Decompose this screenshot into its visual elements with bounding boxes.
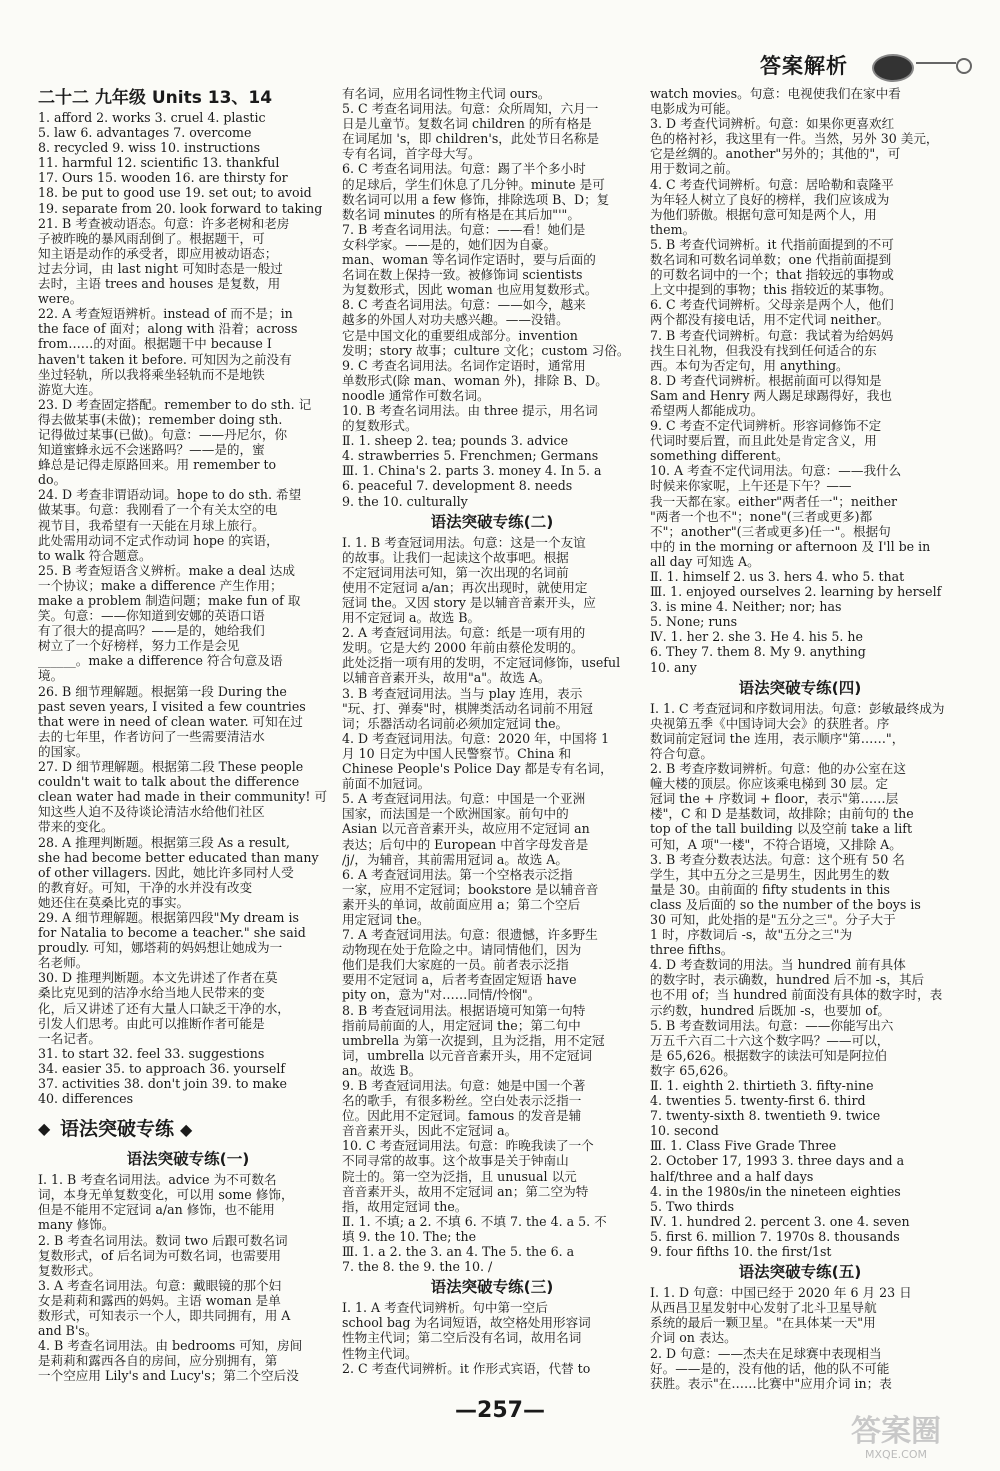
- answer-line: 7. twenty-sixth 8. twentieth 9. twice: [650, 1108, 881, 1124]
- answer-line: 17. Ours 15. wooden 16. are thirsty for: [38, 170, 288, 186]
- answer-line: from……的对面。根据题干中 because I: [38, 336, 272, 352]
- answer-line: 性物主代词；第二空后没有名词，故用名词: [342, 1330, 582, 1346]
- answer-line: clean water had made in their community! 可: [38, 789, 328, 805]
- answer-line: 冠词 the。又因 story 是以辅音音素开头，应: [342, 595, 596, 610]
- answer-line: 冠词 the + 序数词 + floor，表示"第……层: [650, 791, 899, 807]
- answer-line: for Natalia to become a teacher." she said: [38, 925, 306, 941]
- answer-line: pity on，意为"对……同情/怜悯"。: [342, 987, 541, 1003]
- answer-line: Ⅱ. 1. eighth 2. thirtieth 3. fifty-nine: [650, 1078, 874, 1093]
- answer-line: Ⅳ. 1. hundred 2. percent 3. one 4. seven: [650, 1213, 910, 1229]
- answer-line: 的国家。: [38, 743, 89, 759]
- answer-line: 他们是我们大家庭的一员。前者表示泛指: [342, 957, 569, 973]
- answer-line: 30 可知，此处指的是"五分之三"。分子大于: [650, 911, 896, 927]
- answer-line: 为复数形式，因此 woman 也应用复数形式。: [342, 282, 598, 298]
- answer-line: 18. be put to good use 19. set out; to avoid: [38, 185, 312, 201]
- answer-line: 化，后又讲述了还有大量人口缺乏干净的水，: [38, 1000, 290, 1016]
- answer-line: 有名词，应用名词性物主代词 ours。: [342, 86, 551, 101]
- answer-line: Ⅲ. 1. a 2. the 3. an 4. The 5. the 6. a: [342, 1244, 575, 1260]
- answer-line: 是莉莉和露西各自的房间，应分别拥有，第: [38, 1353, 278, 1369]
- answer-line: 知这些人迫不及待谈论清洁水给他们社区: [38, 804, 265, 820]
- answer-line: 4. C 考查代词辨析。句意：居哈勒和袁隆平: [650, 176, 894, 192]
- answer-line: 楼"，C 和 D 是基数词，故排除；由前句的 the: [650, 806, 914, 822]
- answer-line: 知主语是动作的承受者，即应用被动语态；: [38, 245, 278, 261]
- answer-line: 树立了一个好榜样，努力工作是会见: [38, 638, 240, 654]
- header-label: 答案解析: [760, 54, 848, 78]
- answer-line: 4. in the 1980s/in the nineteen eighties: [650, 1183, 901, 1199]
- answer-line: 40. differences: [38, 1091, 134, 1107]
- answer-line: 1 时，序数词后 -s，故"五分之三"为: [650, 927, 853, 943]
- answer-line: 希望两人都能成功。: [650, 402, 764, 418]
- answer-line: 她还住在莫桑比克的事实。: [38, 894, 190, 910]
- answer-line: 有了很大的提高吗？——是的，她给我们: [38, 623, 265, 639]
- answer-line: 名老师。: [38, 955, 89, 971]
- answer-line: 6. They 7. them 8. My 9. anything: [650, 644, 866, 660]
- answer-line: 得去做某事(未做)；remember doing sth.: [38, 411, 283, 427]
- answer-line: Ⅳ. 1. her 2. she 3. He 4. his 5. he: [650, 629, 863, 645]
- answer-line: make a problem 制造问题；make fun of 取: [38, 593, 301, 608]
- answer-line: 介词 on 表达。: [650, 1330, 737, 1346]
- answer-line: 2. D 句意：——杰夫在足球赛中表现相当: [650, 1345, 882, 1361]
- answer-line: 的可数名词中的一个；that 指较远的事物或: [650, 267, 894, 283]
- answer-line: Ⅰ. 1. A 考查代词辨析。句中第一空后: [342, 1300, 548, 1316]
- answer-line: 子被昨晚的暴风雨刮倒了。根据题干，可: [38, 230, 265, 246]
- answer-line: 23. D 考查固定搭配。remember to do sth. 记: [38, 396, 312, 412]
- answer-line: 2. A 考查冠词用法。句意：纸是一项有用的: [342, 625, 586, 641]
- answer-line: 专有名词，首字母大写。: [342, 146, 481, 162]
- page-number: —257—: [455, 1398, 545, 1423]
- answer-line: 用于数词之前。: [650, 161, 739, 177]
- header-emblem-icon: [872, 54, 914, 82]
- answer-line: 月 10 日定为中国人民警察节。China 和: [342, 745, 572, 761]
- answer-line: 坐过轻轨，所以我将乘坐轻轨而不是地铁: [38, 366, 265, 382]
- answer-line: 7. the 8. the 9. the 10. /: [342, 1259, 493, 1275]
- section-big-title: ◆ 语法突破专练 ◆: [38, 1114, 338, 1144]
- answer-line: 游览大连。: [38, 381, 101, 397]
- answer-line: 指前局前面的人，用定冠词 the；第二句中: [342, 1017, 581, 1033]
- page-header: [760, 48, 980, 88]
- answer-line: 数词前定冠词 the 连用，表示顺序"第……"，: [650, 730, 905, 746]
- answer-line: 24. D 考查非谓语动词。hope to do sth. 希望: [38, 487, 302, 503]
- answer-line: three fifths。: [650, 942, 734, 958]
- answer-line: 34. easier 35. to approach 36. yourself: [38, 1060, 286, 1076]
- answer-line: haven't taken it before. 可知因为之前没有: [38, 351, 292, 367]
- answer-line: 量是 30。由前面的 fifty students in this: [650, 881, 891, 897]
- answer-line: watch movies。句意：电视使我们在家中看: [650, 86, 901, 101]
- answer-line: "两者一个也不"；none"(三者或更多)都: [650, 508, 873, 524]
- answer-line: 3. A 考查名词用法。句意：戴眼镜的那个妇: [38, 1277, 282, 1293]
- answer-line: 37. activities 38. don't join 39. to make: [38, 1076, 287, 1091]
- answer-line: that were in need of clean water. 可知在过: [38, 713, 303, 729]
- answer-line: 知道蜜蜂永远不会迷路吗？——是的，蜜: [38, 442, 265, 458]
- answer-line: 引发人们思考。由此可以推断作者可能是: [38, 1015, 265, 1031]
- answer-line: 指，故用定冠词 the。: [342, 1198, 468, 1214]
- answer-line: Ⅲ. 1. enjoyed ourselves 2. learning by herself: [650, 584, 942, 600]
- section-title: 语法突破专练(一): [126, 1150, 250, 1169]
- answer-line: 我一天都在家。either"两者任一"；neither: [650, 493, 898, 509]
- answer-line: them。: [650, 221, 696, 237]
- answer-line: 色的格衬衫，我这里有一件。当然，另外 30 美元，: [650, 131, 939, 147]
- answer-line: 6. A 考查冠词用法。第一个空格表示泛指: [342, 866, 573, 882]
- answer-line: 要用不定冠词 a，后者考查固定短语 have: [342, 972, 577, 988]
- section-title: 语法突破专练(三): [430, 1278, 554, 1297]
- answer-line: Ⅰ. 1. B 考查冠词用法。句意：这是一个友谊: [342, 534, 586, 550]
- answer-line: 不定冠词用法可知，第一次出现的名词前: [342, 564, 569, 580]
- answer-line: 10. B 考查名词用法。由 three 提示，用名词: [342, 402, 598, 418]
- header-rule: [916, 62, 956, 70]
- answer-line: 5. Two thirds: [650, 1198, 735, 1214]
- answer-line: 数形式，可知表示一个人，即共同拥有，用 A: [38, 1308, 291, 1324]
- answer-line: 10. A 考查不定代词用法。句意：——我什么: [650, 463, 902, 479]
- answer-line: Ⅰ. 1. D 句意：中国已经于 2020 年 6 月 23 日: [650, 1285, 912, 1301]
- answer-line: 发明；story 故事；culture 文化；custom 习俗。: [342, 342, 630, 358]
- answer-line: 符合句意。: [650, 745, 713, 761]
- answer-line: 在词尾加 's，即 children's，此处节日名称是: [342, 131, 600, 147]
- answer-line: 但是不能用不定冠词 a/an 修饰，也不能用: [38, 1202, 275, 1218]
- answer-line: 发明。它是大约 2000 年前由蔡伦发明的。: [342, 640, 584, 656]
- answer-line: 万五千六百二十六这个数字吗？——可以，: [650, 1032, 890, 1048]
- answer-line: umbrella 为第一次提到，且为泛指，用不定冠: [342, 1032, 605, 1048]
- answer-line: 5. A 考查冠词用法。句意：中国是一个亚洲: [342, 791, 586, 807]
- col3-answers: [650, 86, 950, 675]
- answer-line: 5. first 6. million 7. 1970s 8. thousands: [650, 1228, 900, 1244]
- watermark-url: MXQE.COM: [865, 1448, 927, 1461]
- answer-line: 此处需用动词不定式作动词 hope 的宾语，: [38, 532, 279, 548]
- answer-line: 用不定冠词 a。故选 B。: [342, 610, 481, 626]
- answer-line: 5. None; runs: [650, 614, 738, 630]
- answer-line: 不同寻常的故事。这个故事是关于钟南山: [342, 1153, 569, 1169]
- answer-line: something different。: [650, 448, 789, 464]
- answer-line: 以辅音音素开头，故用"a"。故选 A。: [342, 670, 551, 686]
- answer-line: 境。: [38, 668, 64, 684]
- answer-line: 词，umbrella 以元音音素开头，用不定冠词: [342, 1047, 593, 1063]
- answer-line: she had become better educated than many: [38, 849, 319, 865]
- col2-answers: [342, 86, 642, 509]
- answer-line: 7. B 考查名词用法。句意：——看！她们是: [342, 221, 586, 237]
- answer-line: 4. twenties 5. twenty-first 6. third: [650, 1093, 866, 1109]
- answer-line: "玩、打、弹奏"时，棋牌类活动名词前不用冠: [342, 700, 593, 716]
- answer-line: 4. B 考查名词用法。由 bedrooms 可知，房间: [38, 1338, 303, 1354]
- answer-line: school bag 为名词短语，故空格处用形容词: [342, 1315, 591, 1331]
- answer-line: 用定冠词 the。: [342, 911, 430, 927]
- answer-line: 31. to start 32. feel 33. suggestions: [38, 1045, 265, 1061]
- answer-line: many 修饰。: [38, 1217, 115, 1233]
- answer-line: 复数形式。: [38, 1262, 101, 1278]
- answer-line: 去时，主语 trees and houses 是复数，用: [38, 276, 281, 292]
- answer-line: 2. B 考查名词用法。数词 two 后跟可数名词: [38, 1232, 288, 1248]
- answer-line: 数名词 minutes 的所有格是在其后加"'"。: [342, 206, 580, 222]
- answer-line: 数名词可以用 a few 修饰，排除选项 B、D；复: [342, 191, 610, 207]
- answer-line: 做某事。句意：我刚看了一个有关太空的电: [38, 502, 278, 518]
- answer-line: 为年轻人树立了良好的榜样，我们应该成为: [650, 191, 890, 207]
- column-right: [650, 86, 950, 1391]
- answer-line: 4. D 考查数词的用法。当 hundred 前有具体: [650, 957, 906, 973]
- answer-line: Sam and Henry 两人踢足球踢得好，我也: [650, 387, 892, 403]
- answer-line: 蜂总是记得走原路回来。用 remember to: [38, 457, 277, 473]
- section-title: 语法突破专练(二): [430, 512, 554, 531]
- answer-line: 1. afford 2. works 3. cruel 4. plastic: [38, 110, 266, 125]
- answer-line: 位。因此用不定冠词。famous 的发音是辅: [342, 1108, 582, 1124]
- answer-line: 院士的。第一空为泛指，且 unusual 以元: [342, 1168, 577, 1184]
- col3-answers-2: [650, 701, 950, 1259]
- answer-line: 两个都没有接电话，用不定代词 neither。: [650, 312, 890, 328]
- answer-line: 2. B 考查序数词辨析。句意：他的办公室在这: [650, 761, 906, 777]
- col2-answers-3: [342, 1300, 642, 1375]
- answer-line: 笑。句意：——你知道到安娜的英语口语: [38, 608, 265, 624]
- answer-line: 9. four fifths 10. the first/1st: [650, 1244, 832, 1260]
- answer-line: 8. C 考查名词用法。句意：——如今，越来: [342, 297, 586, 313]
- answer-line: 5. C 考查名词用法。句意：众所周知，六月一: [342, 101, 599, 117]
- answer-line: the face of 面对；along with 沿着；across: [38, 321, 298, 337]
- col1-answers-2: [38, 1172, 338, 1383]
- answer-line: 的复数形式。: [342, 418, 418, 434]
- answer-line: Ⅰ. 1. B 考查名词用法。advice 为不可数名: [38, 1172, 277, 1188]
- answer-line: 从西昌卫星发射中心发射了北斗卫星导航: [650, 1300, 877, 1316]
- answer-line: 的故事。让我们一起读这个故事吧。根据: [342, 549, 569, 565]
- col2-answers-2: [342, 535, 642, 1275]
- answer-line: 时候来你家呢，上午还是下午？——: [650, 478, 852, 494]
- answer-line: Ⅱ. 1. 不填; a 2. 不填 6. 不填 7. the 4. a 5. 不: [342, 1213, 607, 1229]
- answer-line: 示约数，hundred 后既加 -s，也要加 of。: [650, 1002, 891, 1018]
- header-dot-icon: [956, 58, 972, 74]
- answer-line: 央视第五季《中国诗词大会》的获胜者。序: [650, 715, 890, 731]
- answer-line: Ⅱ. 1. himself 2. us 3. hers 4. who 5. that: [650, 569, 905, 584]
- answer-line: man、woman 等名词作定语时，要与后面的: [342, 252, 596, 268]
- col3-answers-3: [650, 1285, 950, 1391]
- answer-line: 日是儿童节。复数名词 children 的所有格是: [342, 116, 592, 132]
- answer-line: 8. recycled 9. wiss 10. instructions: [38, 140, 261, 156]
- answer-line: 的教育好。可知，干净的水并没有改变: [38, 879, 253, 895]
- answer-line: 此处泛指一项有用的发明，不定冠词修饰，useful: [342, 655, 621, 671]
- answer-line: 也不用 of；当 hundred 前面没有具体的数字时，表: [650, 987, 943, 1003]
- answer-line: 复数形式，of 后名词为可数名词，也需要用: [38, 1247, 281, 1263]
- column-middle: [342, 86, 642, 1376]
- answer-line: 桑比克见到的洁净水给当地人民带来的变: [38, 985, 265, 1001]
- answer-line: 7. A 考查冠词用法。句意：很遗憾，许多野生: [342, 927, 598, 943]
- section-title: 语法突破专练(四): [738, 678, 862, 697]
- answer-line: 10. C 考查冠词用法。句意：昨晚我读了一个: [342, 1138, 594, 1154]
- answer-line: 3. B 考查冠词用法。当与 play 连用，表示: [342, 685, 583, 701]
- answer-line: 数名词和可数名词单数；one 代指前面提到: [650, 252, 892, 268]
- answer-line: 19. separate from 20. look forward to taking: [38, 200, 323, 216]
- answer-line: 它是中国文化的重要组成部分。invention: [342, 327, 578, 343]
- answer-line: of other villagers. 因此，她比许多同村人受: [38, 864, 294, 880]
- answer-line: 2. October 17, 1993 3. three days and a: [650, 1153, 905, 1169]
- answer-line: 找生日礼物，但我没有找到任何适合的东: [650, 342, 877, 358]
- answer-line: 27. D 细节理解题。根据第二段 These people: [38, 759, 304, 775]
- answer-line: 21. B 考查被动语态。句意：许多老树和老房: [38, 215, 290, 231]
- answer-line: 5. law 6. advantages 7. overcome: [38, 125, 252, 141]
- answer-line: 获胜。表示"在……比赛中"应用介词 in；表: [650, 1375, 892, 1391]
- answer-line: 使用不定冠词 a/an；再次出现时，就使用定: [342, 579, 588, 595]
- answer-line: proudly. 可知，娜塔莉的妈妈想让她成为一: [38, 940, 283, 956]
- answer-line: 是 65,626。根据数字的读法可知是阿拉伯: [650, 1047, 887, 1063]
- answer-line: 词；乐器活动名词前必须加定冠词 the。: [342, 715, 569, 731]
- answer-line: 去的七年里，作者访问了一些需要清洁水: [38, 728, 265, 744]
- answer-line: 5. B 考查数词用法。句意：——你能写出六: [650, 1017, 894, 1033]
- answer-line: 11. harmful 12. scientific 13. thankful: [38, 155, 280, 171]
- answer-line: 音音素开头，因此不定冠词 a。: [342, 1123, 518, 1139]
- answer-line: 名的歌手，有很多粉丝。空白处表示泛指一: [342, 1093, 582, 1109]
- answer-line: 好。——是的，没有他的话，他的队不可能: [650, 1360, 890, 1376]
- col1-answers: [38, 110, 338, 1106]
- answer-line: 前面不加冠词。: [342, 776, 431, 792]
- answer-line: 9. B 考查冠词用法。句意：她是中国一个著: [342, 1078, 586, 1093]
- answer-line: 名词在数上保持一致。被修饰词 scientists: [342, 267, 583, 283]
- answer-line: 8. D 考查代词辨析。根据前面可以得知是: [650, 372, 882, 388]
- answer-line: 5. B 考查代词辨析。it 代指前面提到的不可: [650, 236, 894, 252]
- answer-line: 带来的变化。: [38, 819, 114, 835]
- answer-line: 女是莉莉和露西的妈妈。主语 woman 是单: [38, 1292, 281, 1308]
- answer-line: 单数形式(除 man、woman 外)，排除 B、D。: [342, 372, 608, 388]
- answer-line: do。: [38, 472, 67, 488]
- answer-line: ______。make a difference 符合句意及语: [38, 653, 283, 669]
- answer-line: 过去分词，由 last night 可知时态是一般过: [38, 260, 283, 276]
- answer-line: 国家，而法国是一个欧洲国家。前句中的: [342, 806, 569, 822]
- answer-line: 30. D 推理判断题。本文先讲述了作者在莫: [38, 970, 278, 986]
- answer-line: and B's。: [38, 1323, 98, 1339]
- answer-line: 音音素开头，故用不定冠词 an；第二空为特: [342, 1183, 589, 1199]
- answer-line: 性物主代词。: [342, 1345, 418, 1361]
- answer-line: 电影成为可能。: [650, 101, 739, 117]
- answer-line: couldn't wait to talk about the difference: [38, 774, 300, 790]
- answer-line: Ⅰ. 1. C 考查冠词和序数词用法。句意：彭敏最终成为: [650, 700, 945, 716]
- answer-line: 9. C 考查不定代词辨析。形容词修饰不定: [650, 418, 882, 434]
- answer-line: 8. B 考查冠词用法。根据语境可知第一句特: [342, 1002, 586, 1018]
- answer-line: 它是丝绸的。another"另外的；其他的"，可: [650, 146, 901, 162]
- answer-line: 上文中提到的事物；this 指较近的某事物。: [650, 282, 892, 298]
- answer-line: 的数字时，表示确数，hundred 后不加 -s，其后: [650, 972, 925, 988]
- answer-line: 9. C 考查名词用法。名词作定语时，通常用: [342, 357, 586, 373]
- answer-line: 6. C 考查代词辨析。父母亲是两个人，他们: [650, 297, 894, 313]
- answer-line: class 及后面的 so the number of the boys is: [650, 896, 921, 912]
- answer-line: past seven years, I visited a few countries: [38, 698, 306, 714]
- answer-line: Ⅲ. 1. Class Five Grade Three: [650, 1138, 837, 1154]
- answer-line: Ⅱ. 1. sheep 2. tea; pounds 3. advice: [342, 433, 569, 449]
- answer-line: 10. any: [650, 659, 697, 675]
- answer-line: 可知，A 项"一楼"，不符合语境，又排除 A。: [650, 836, 902, 852]
- answer-line: Chinese People's Police Day 都是专有名词，: [342, 761, 613, 777]
- answer-line: 视节目，我希望有一天能在月球上旅行。: [38, 517, 265, 533]
- unit-title: 二十二 九年级 Units 13、14: [38, 88, 273, 108]
- answer-line: 幢大楼的顶层。你应该乘电梯到 30 层。定: [650, 776, 889, 792]
- answer-line: 表达；后句中的 European 中首字母发音是: [342, 836, 589, 852]
- answer-line: Ⅲ. 1. China's 2. parts 3. money 4. In 5. a: [342, 463, 602, 479]
- answer-line: 系统的最后一颗卫星。"在具体某一天"用: [650, 1315, 876, 1331]
- answer-line: 动物现在处于危险之中。请同情他们，因为: [342, 942, 582, 958]
- answer-line: 越多的外国人对功夫感兴趣。——没错。: [342, 312, 569, 328]
- answer-line: 不"；another"(三者或更多)任一"。根据句: [650, 523, 891, 539]
- answer-line: 6. peaceful 7. development 8. needs: [342, 478, 573, 494]
- answer-line: 学生，其中五分之三是男生，因此男生的数: [650, 866, 890, 882]
- answer-line: 填 9. the 10. The; the: [342, 1228, 477, 1244]
- answer-line: 女科学家。——是的，她们因为自豪。: [342, 236, 557, 252]
- column-left: [38, 86, 338, 1384]
- answer-line: 西。本句为否定句，用 anything。: [650, 357, 849, 373]
- answer-line: noodle 通常作可数名词。: [342, 387, 490, 403]
- answer-line: 4. D 考查冠词用法。句意：2020 年，中国将 1: [342, 730, 610, 746]
- answer-line: 10. second: [650, 1123, 719, 1139]
- answer-line: top of the tall building 以及空前 take a lift: [650, 821, 913, 837]
- section-title: 语法突破专练(五): [738, 1263, 862, 1282]
- answer-line: 25. B 考查短语含义辨析。make a deal 达成: [38, 562, 295, 578]
- answer-line: 29. A 细节理解题。根据第四段"My dream is: [38, 909, 299, 925]
- answer-line: 一名记者。: [38, 1030, 101, 1046]
- answer-line: 记得做过某事(已做)。句意：——丹尼尔，你: [38, 426, 288, 442]
- answer-line: 数字 65,626。: [650, 1062, 736, 1078]
- answer-line: 的足球后，学生们休息了几分钟。minute 是可: [342, 176, 605, 192]
- watermark-logo: 答案圈: [851, 1414, 941, 1449]
- answer-line: 22. A 考查短语辨析。instead of 而不是；in: [38, 306, 293, 322]
- answer-line: 3. D 考查代词辨析。句意：如果你更喜欢红: [650, 116, 895, 132]
- answer-line: 一家，应用不定冠词；bookstore 是以辅音音: [342, 881, 599, 897]
- answer-line: 2. C 考查代词辨析。it 作形式宾语，代替 to: [342, 1360, 591, 1376]
- answer-line: an。故选 B。: [342, 1062, 422, 1078]
- answer-line: 代词时要后置，而且此处是肯定含义，用: [650, 433, 877, 449]
- answer-line: 词，本身无单复数变化，可以用 some 修饰，: [38, 1187, 294, 1203]
- answer-line: 中的 in the morning or afternoon 及 I'll be in: [650, 538, 931, 554]
- answer-line: 3. B 考查分数表达法。句意：这个班有 50 名: [650, 851, 905, 867]
- answer-line: /j/，为辅音，其前需用冠词 a。故选 A。: [342, 851, 568, 867]
- answer-line: 28. A 推理判断题。根据第三段 As a result,: [38, 834, 290, 850]
- answer-line: 4. strawberries 5. Frenchmen; Germans: [342, 448, 599, 464]
- answer-line: 一个空应用 Lily's and Lucy's；第二个空后没: [38, 1368, 299, 1384]
- answer-line: 9. the 10. culturally: [342, 493, 468, 509]
- answer-line: to walk 符合题意。: [38, 547, 152, 563]
- answer-line: 6. C 考查名词用法。句意：踢了半个多小时: [342, 161, 586, 177]
- answer-line: 26. B 细节理解题。根据第一段 During the: [38, 683, 287, 699]
- answer-line: all day 可知选 A。: [650, 553, 760, 569]
- answer-line: 3. is mine 4. Neither; nor; has: [650, 599, 842, 615]
- answer-line: Asian 以元音音素开头，故应用不定冠词 an: [342, 821, 590, 837]
- answer-line: 素开头的单词，故前面应用 a；第二个空后: [342, 896, 581, 912]
- answer-line: half/three and a half days: [650, 1168, 814, 1184]
- answer-line: were。: [38, 291, 83, 307]
- watermark: [806, 1416, 986, 1464]
- answer-line: 一个协议；make a difference 产生作用；: [38, 577, 283, 593]
- answer-line: 7. B 考查代词辨析。句意：我试着为给妈妈: [650, 327, 894, 343]
- answer-line: 为他们骄傲。根据句意可知是两个人，用: [650, 206, 877, 222]
